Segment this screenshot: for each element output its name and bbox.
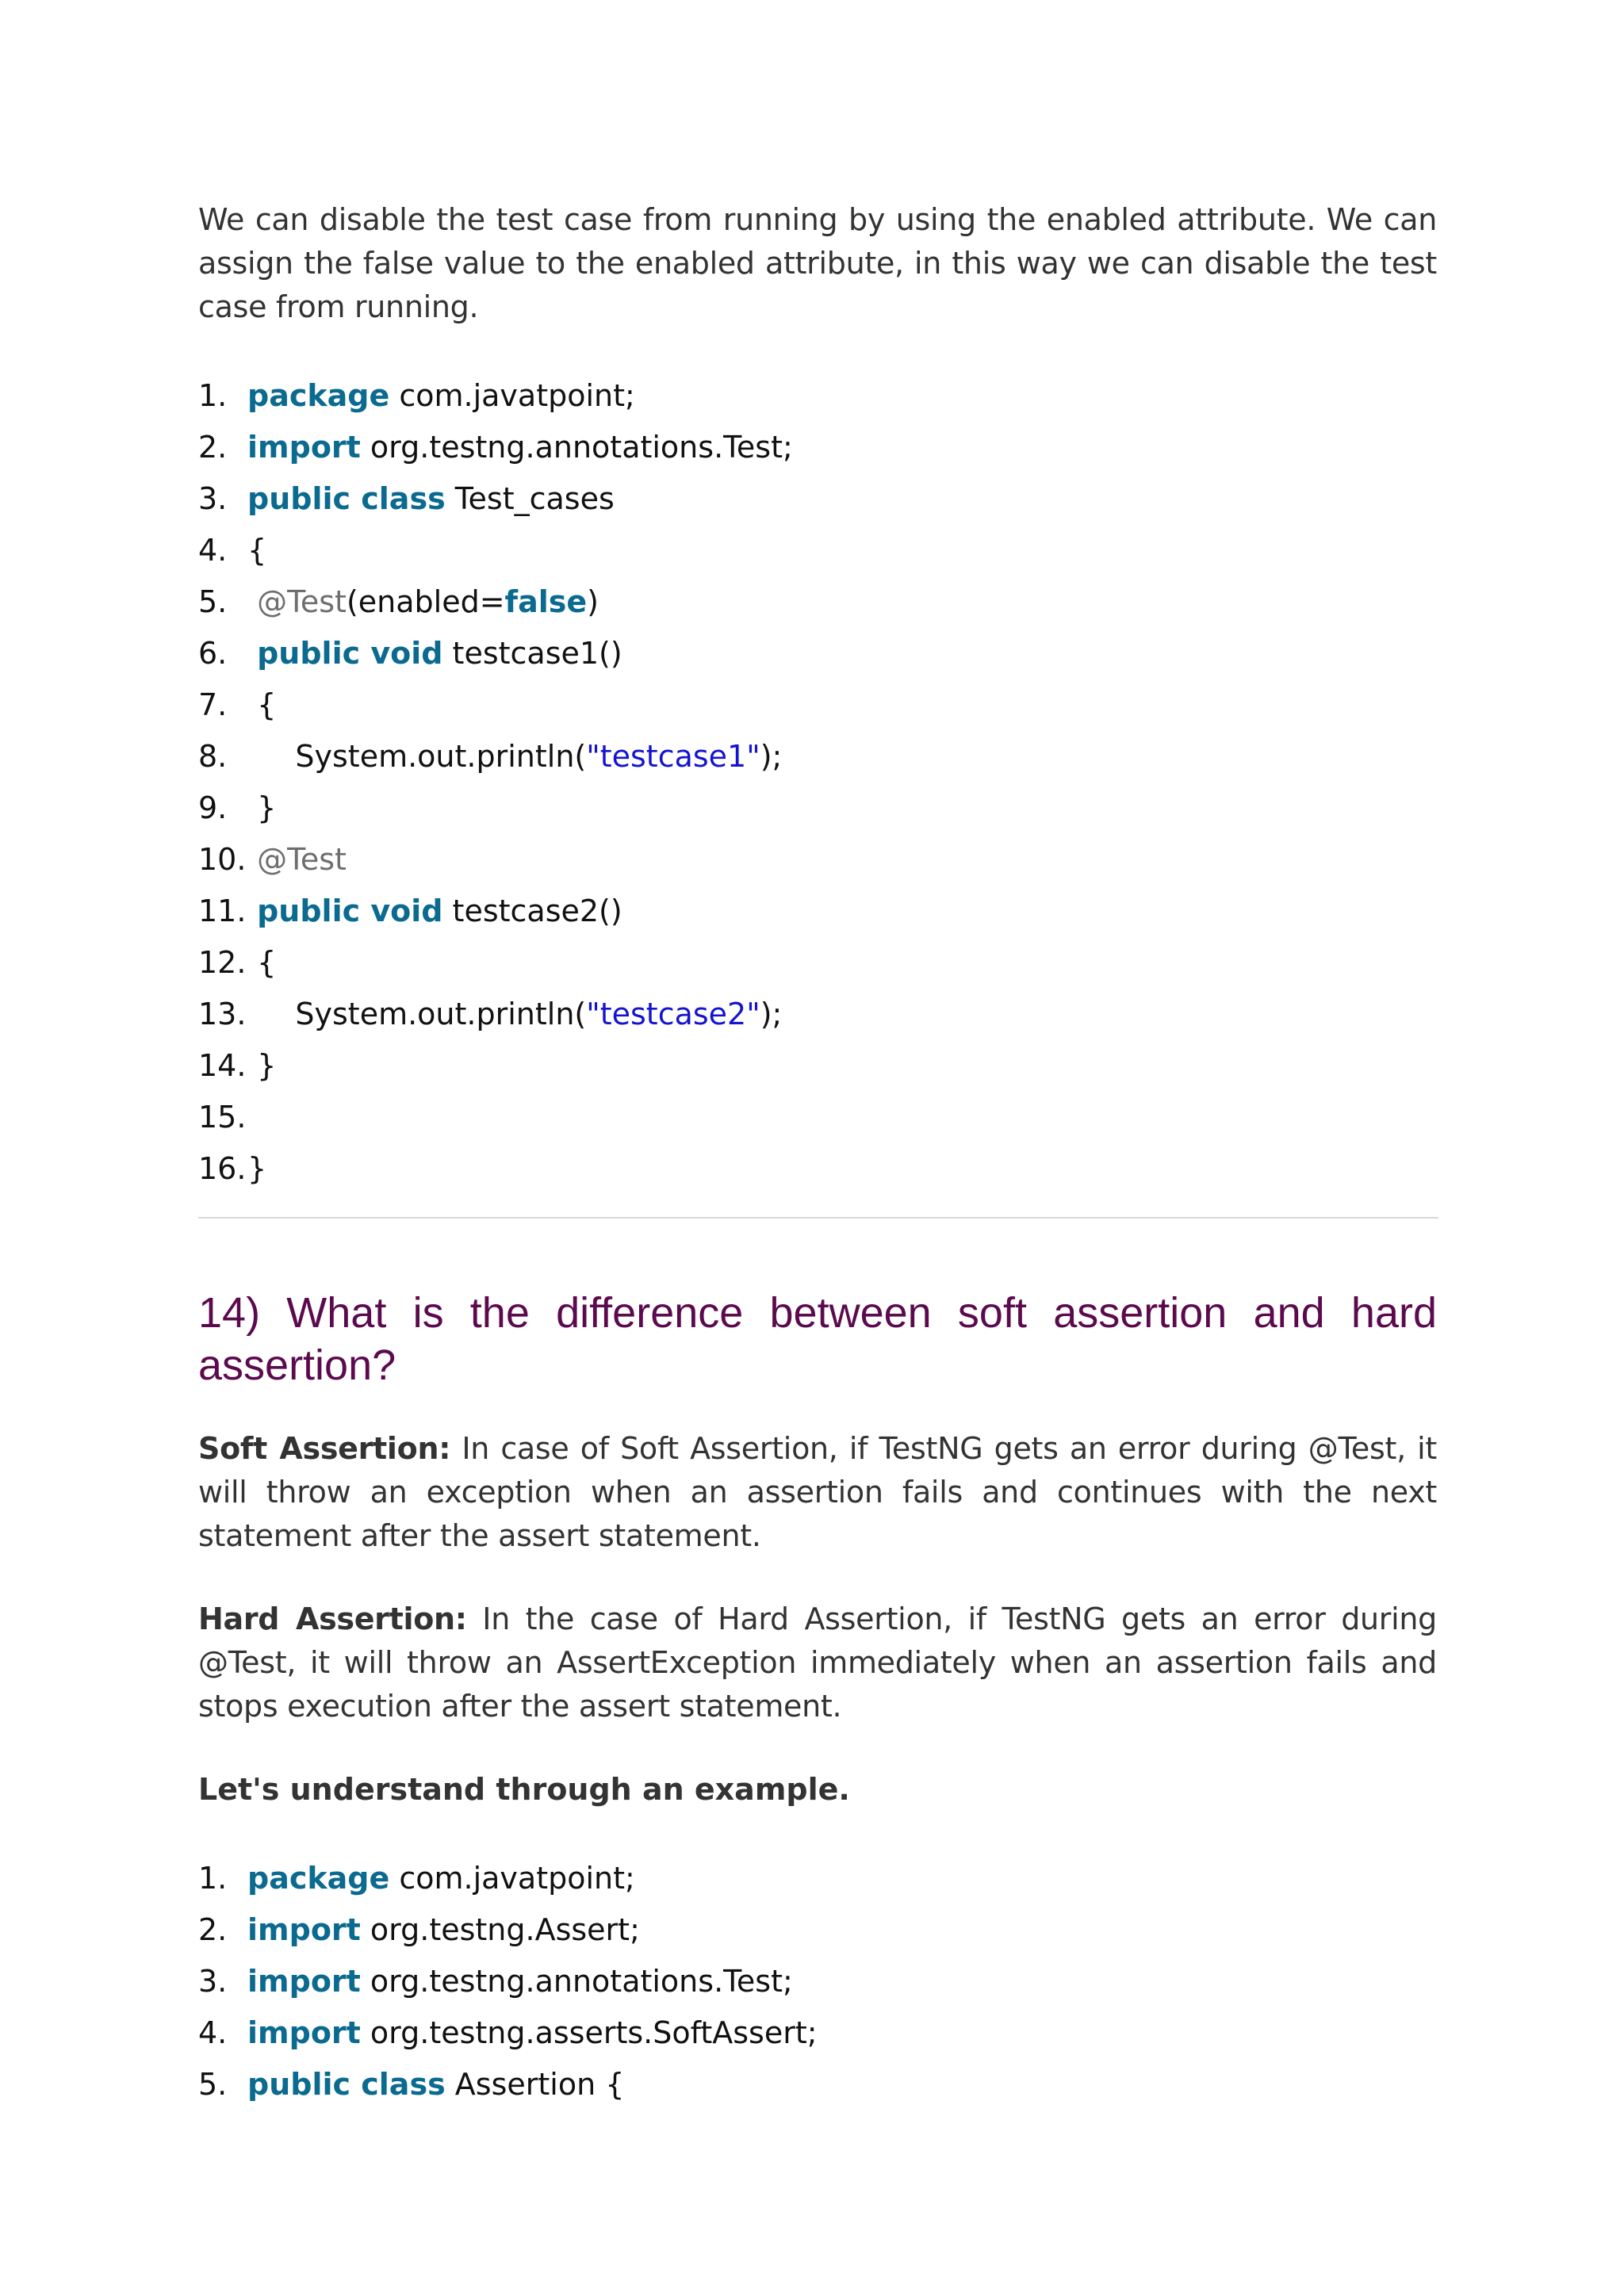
code-line-number: 15.	[198, 1100, 247, 1135]
code-token: org.testng.annotations.Test;	[360, 430, 793, 465]
code-line	[198, 422, 1437, 473]
code-token: testcase2()	[442, 894, 622, 928]
code-line-text	[247, 1853, 635, 1904]
code-line-number: 13.	[198, 997, 247, 1031]
code-token: System.out.println(	[247, 997, 587, 1031]
code-line-text	[247, 2007, 818, 2059]
code-line	[198, 1040, 1437, 1092]
code-line-number: 5.	[198, 584, 228, 619]
code-block-assertion	[198, 1853, 1437, 2110]
code-token: Test_cases	[445, 481, 615, 516]
code-token	[247, 584, 257, 619]
code-line	[198, 1956, 1437, 2007]
hard-assertion-label: Hard Assertion:	[198, 1601, 467, 1636]
code-line-number: 3.	[198, 481, 228, 516]
code-token: System.out.println(	[247, 739, 587, 774]
code-token: org.testng.Assert;	[360, 1912, 640, 1947]
code-line-text	[247, 576, 599, 628]
code-token: );	[760, 997, 783, 1031]
code-keyword: public class	[247, 481, 446, 516]
code-line	[198, 834, 1437, 886]
code-token: {	[247, 533, 267, 568]
code-annotation: @Test	[257, 584, 347, 619]
code-keyword: package	[247, 1861, 390, 1896]
code-line	[198, 473, 1437, 525]
code-line-number: 2.	[198, 430, 228, 465]
code-line	[198, 679, 1437, 731]
code-line	[198, 628, 1437, 679]
intro-paragraph: We can disable the test case from running by using the enabled attribute. We can assign the false value to the enabled attribute, in this way we can disable the test case from running.	[198, 202, 1437, 324]
example-intro: Let's understand through an example.	[198, 1772, 850, 1807]
code-line-text	[247, 628, 622, 679]
code-line-number: 8.	[198, 739, 228, 774]
code-line	[198, 2007, 1437, 2059]
code-token	[247, 894, 257, 928]
code-line	[198, 1853, 1437, 1904]
code-token: {	[247, 945, 277, 980]
code-line-text	[247, 525, 266, 576]
code-line-number: 12.	[198, 945, 247, 980]
document-page	[198, 198, 1437, 2110]
code-token: (enabled=	[346, 584, 505, 619]
code-line-number: 1.	[198, 1861, 228, 1896]
soft-assertion-paragraph	[198, 1427, 1437, 1558]
code-line-text	[247, 422, 793, 473]
code-line-text	[247, 783, 276, 834]
soft-assertion-label: Soft Assertion:	[198, 1431, 451, 1466]
code-token	[247, 842, 257, 877]
code-line-text	[247, 1040, 276, 1092]
code-line-number: 14.	[198, 1048, 247, 1083]
code-keyword: import	[247, 430, 361, 465]
code-line	[198, 1904, 1437, 1956]
code-token	[247, 636, 257, 671]
code-token: }	[247, 790, 277, 825]
code-line-number: 16.	[198, 1151, 247, 1186]
code-line-text	[247, 834, 347, 886]
code-line-number: 11.	[198, 894, 247, 928]
code-keyword: false	[504, 584, 588, 619]
code-line-text	[247, 937, 276, 989]
code-line-text	[247, 473, 615, 525]
code-keyword: public class	[247, 2067, 446, 2102]
code-token: )	[587, 584, 599, 619]
code-line	[198, 989, 1437, 1040]
code-keyword: import	[247, 2015, 361, 2050]
code-annotation: @Test	[257, 842, 347, 877]
hard-assertion-paragraph	[198, 1598, 1437, 1728]
code-token: {	[247, 687, 277, 722]
code-line	[198, 731, 1437, 783]
code-line	[198, 576, 1437, 628]
code-keyword: import	[247, 1912, 361, 1947]
code-token: testcase1()	[442, 636, 622, 671]
code-token: }	[247, 1048, 277, 1083]
code-token: Assertion {	[445, 2067, 625, 2102]
code-line-text	[247, 1904, 640, 1956]
code-token: }	[247, 1151, 267, 1186]
code-keyword: import	[247, 1964, 361, 1999]
code-line-text	[247, 2059, 624, 2110]
code-block-disable-test	[198, 370, 1437, 1195]
code-string: "testcase2"	[586, 997, 760, 1031]
section-divider	[198, 1217, 1438, 1219]
code-token: org.testng.asserts.SoftAssert;	[360, 2015, 818, 2050]
code-token: );	[760, 739, 783, 774]
code-line-number: 5.	[198, 2067, 228, 2102]
code-line	[198, 2059, 1437, 2110]
code-token: com.javatpoint;	[389, 1861, 635, 1896]
code-line	[198, 370, 1437, 422]
code-line	[198, 886, 1437, 937]
code-line-text	[247, 731, 782, 783]
code-line-text	[247, 679, 276, 731]
code-line-number: 9.	[198, 790, 228, 825]
code-line-text	[247, 370, 635, 422]
code-keyword: public void	[257, 636, 443, 671]
code-line-number: 1.	[198, 378, 228, 413]
soft-assertion-text: In case of Soft Assertion, if TestNG gets an error during @Test, it will throw an exception when an assertion fails and continues with the next statement after the assert statement.	[198, 1431, 1437, 1553]
code-keyword: public void	[257, 894, 443, 928]
code-line-text	[247, 1143, 266, 1195]
code-line-number: 10.	[198, 842, 247, 877]
code-token: com.javatpoint;	[389, 378, 635, 413]
section-heading: 14) What is the difference between soft assertion and hard assertion?	[198, 1289, 1437, 1389]
code-line-number: 4.	[198, 533, 228, 568]
code-token: org.testng.annotations.Test;	[360, 1964, 793, 1999]
code-keyword: package	[247, 378, 390, 413]
code-line-text	[247, 886, 622, 937]
code-line	[198, 783, 1437, 834]
code-string: "testcase1"	[586, 739, 760, 774]
code-line	[198, 1143, 1437, 1195]
code-line-number: 3.	[198, 1964, 228, 1999]
code-line-number: 7.	[198, 687, 228, 722]
code-line-text	[247, 1956, 793, 2007]
code-line-number: 6.	[198, 636, 228, 671]
code-line	[198, 1092, 1437, 1143]
code-line-text	[247, 989, 782, 1040]
code-line-number: 2.	[198, 1912, 228, 1947]
code-line	[198, 525, 1437, 576]
code-line-number: 4.	[198, 2015, 228, 2050]
hard-assertion-text: In the case of Hard Assertion, if TestNG gets an error during @Test, it will throw an AssertException immediately when an assertion fails and stops execution after the assert statement.	[198, 1601, 1437, 1724]
code-line	[198, 937, 1437, 989]
